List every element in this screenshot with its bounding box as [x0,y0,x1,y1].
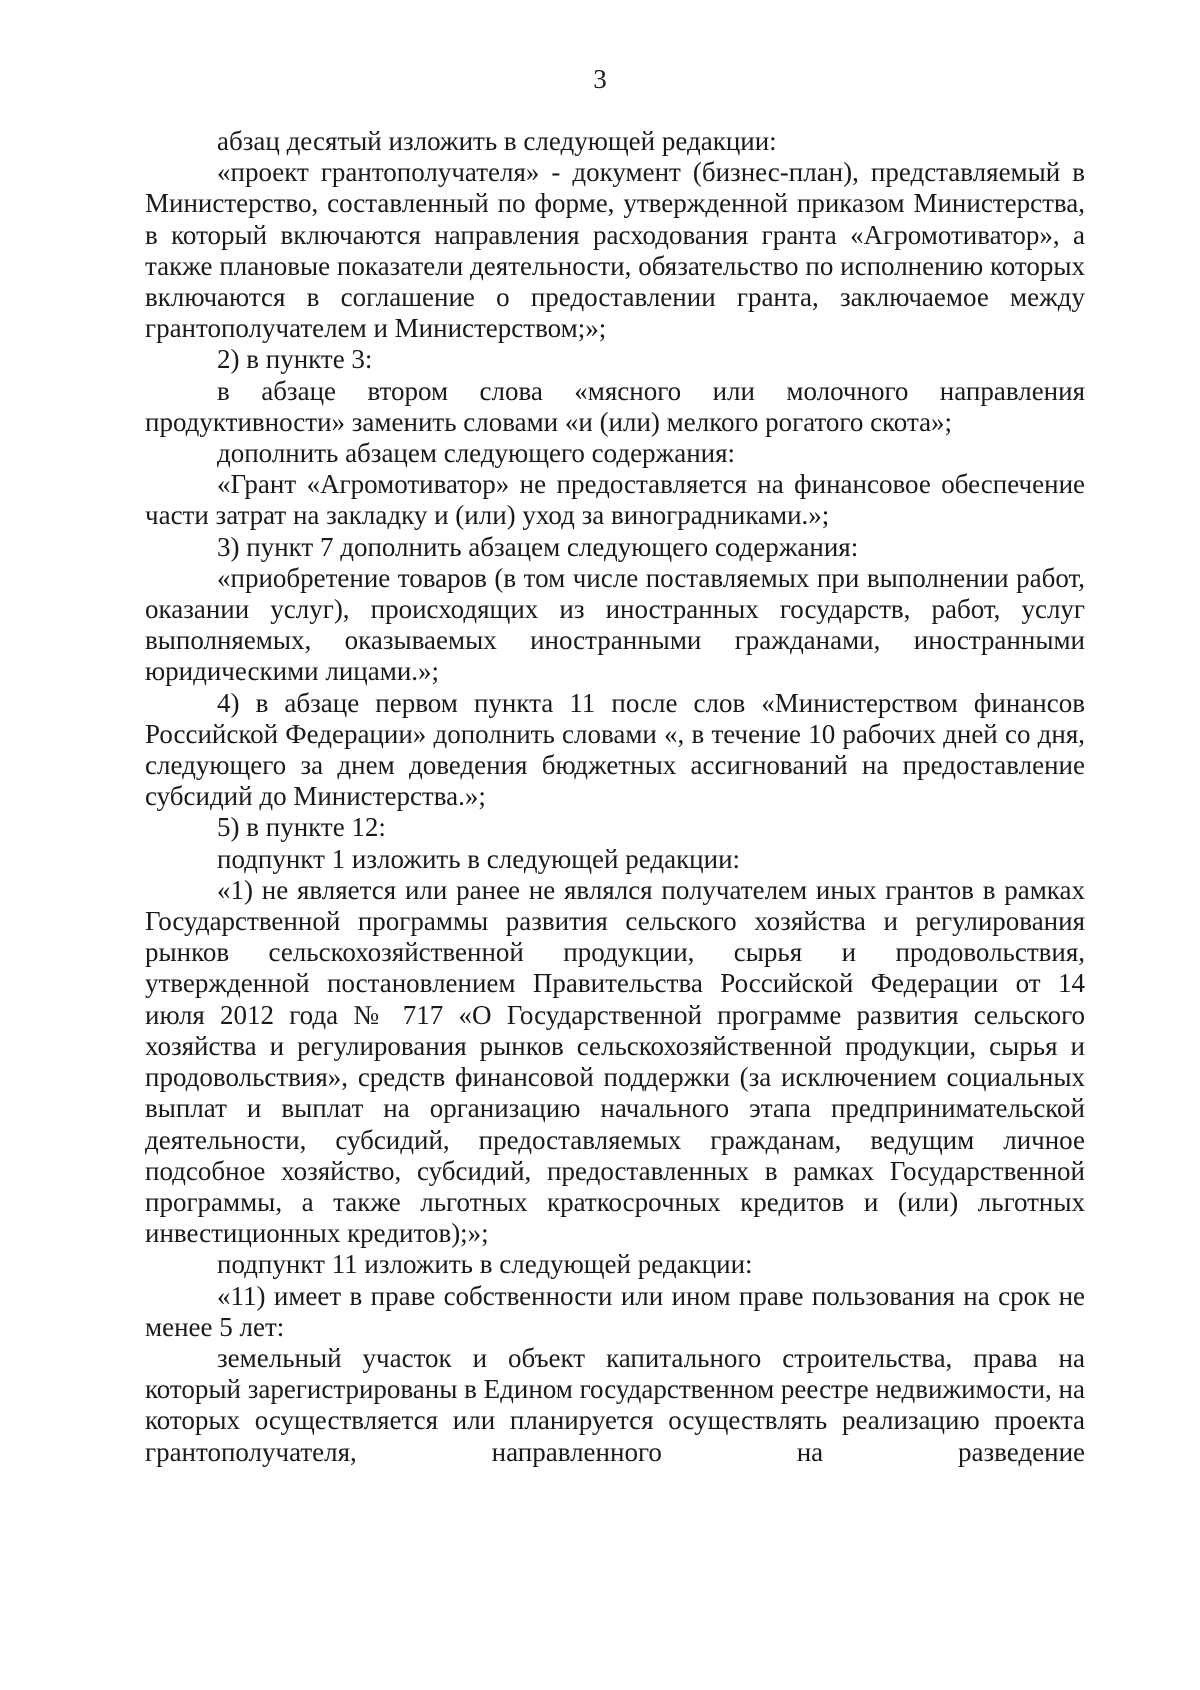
paragraph-add-abzac: дополнить абзацем следующего содержания: [217,438,736,469]
paragraph-land-plot: земельный участок и объект капитального строительства, права на который зарегистрированы в Едином государственном реестре недвижимости, на которых осуществляется или планируется осуществлять реализацию проекта грантополучателя, направленного на разведение [145,1342,1085,1467]
paragraph-subitem-11-heading: подпункт 11 изложить в следующей редакции: [217,1249,753,1280]
paragraph-item-2-change: в абзаце втором слова «мясного или молочного направления продуктивности» заменить словами «и (или) мелкого рогатого скота»; [145,375,1085,437]
paragraph-subitem-1-heading: подпункт 1 изложить в следующей редакции: [217,843,741,874]
paragraph-foreign-goods: «приобретение товаров (в том числе поставляемых при выполнении работ, оказании услуг), происходящих из иностранных государств, работ, услуг выполняемых, оказываемых иностранными гражданами, иностранными юридическими лицами.»; [145,562,1085,687]
paragraph-item-5: 5) в пункте 12: [217,812,386,843]
paragraph-item-4: 4) в абзаце первом пункта 11 после слов «Министерством финансов Российской Федерации» дополнить словами «, в течение 10 рабочих дней со дня, следующего за днем доведения бюджетных ассигнований на предоставление субсидий до Министерства.»; [145,687,1085,812]
paragraph-item-2: 2) в пункте 3: [217,344,373,375]
paragraph-proekt-definition: «проект грантополучателя» - документ (бизнес-план), представляемый в Министерство, составленный по форме, утвержденной приказом Министерства, в который включаются направления расходования гранта «Агромотиватор», а также плановые показатели деятельности, обязательство по исполнению которых включаются в соглашение о предоставлении гранта, заключаемое между грантополучателем и Министерством;»; [145,157,1085,344]
paragraph-grant-exclusion: «Грант «Агромотиватор» не предоставляется на финансовое обеспечение части затрат на закладку и (или) уход за виноградниками.»; [145,469,1085,531]
paragraph-item-3: 3) пункт 7 дополнить абзацем следующего содержания: [217,531,859,562]
document-body [145,126,1085,1468]
paragraph-subitem-1-text: «1) не является или ранее не являлся получателем иных грантов в рамках Государственной программы развития сельского хозяйства и регулирования рынков сельскохозяйственной продукции, сырья и продовольствия, утвержденной постановлением Правительства Российской Федерации от 14 июля 2012 года № 717 «О Государственной программе развития сельского хозяйства и регулирования рынков сельскохозяйственной продукции, сырья и продовольствия», средств финансовой поддержки (за исключением социальных выплат и выплат на организацию начального этапа предпринимательской деятельности, субсидий, предоставляемых гражданам, ведущим личное подсобное хозяйство, субсидий, предоставленных в рамках Государственной программы, а также льготных краткосрочных кредитов и (или) льготных инвестиционных кредитов);»; [145,874,1085,1249]
page-number: 3 [593,64,607,94]
paragraph-abzac-desyatyi: абзац десятый изложить в следующей редакции: [217,126,777,156]
paragraph-subitem-11-text: «11) имеет в праве собственности или ином праве пользования на срок не менее 5 лет: [145,1280,1085,1342]
